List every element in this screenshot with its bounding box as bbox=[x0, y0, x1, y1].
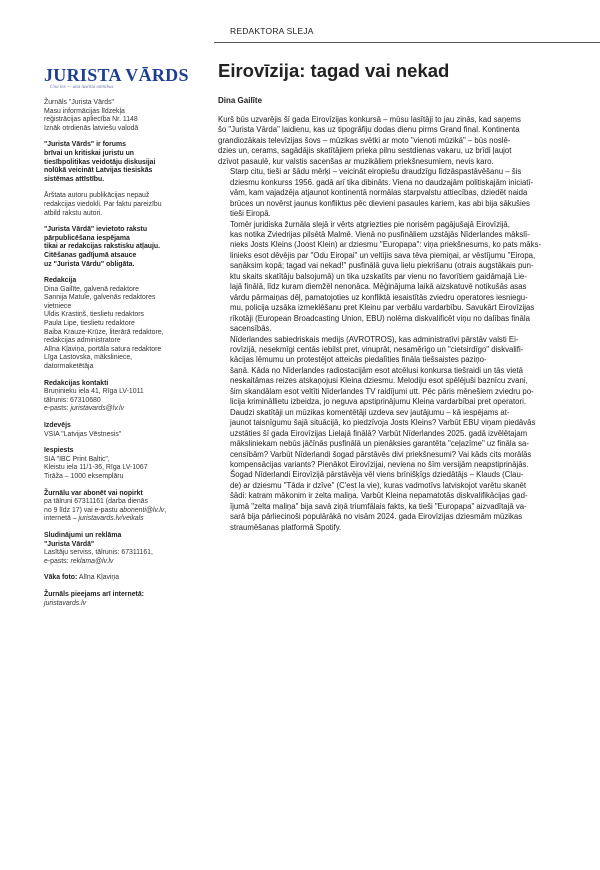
editorial-contacts bbox=[44, 380, 192, 414]
text-line: rīkotāji (European Broadcasting Union, EBU) nolēma diskvalificēt viņu no dalības fināla bbox=[230, 313, 530, 323]
editorial-article bbox=[218, 60, 562, 533]
photo-credit-name: Alīna Kļaviņa bbox=[78, 574, 120, 582]
printer-line: Kleistu iela 11/1-36, Rīga LV-1067 bbox=[44, 464, 148, 472]
mission-line: "Jurista Vārds" ir forums bbox=[44, 141, 126, 149]
website-link[interactable]: juristavards.lv bbox=[44, 599, 87, 607]
online-availability bbox=[44, 591, 192, 608]
text-line: Starp citu, tieši ar šādu mērķi – veicināt eiropiešu draudzīgu līdzāspastāvēšanu – šis bbox=[230, 167, 522, 177]
text-line: lajā finālā, līdz kuram diemžēl nenonāca. Mēģinājuma laikā aizskatuvē notikušās asas bbox=[230, 282, 527, 292]
staff-line: Alīna Kļaviņa, portāla satura redaktore bbox=[44, 345, 162, 353]
registration-line: Masu informācijas līdzekļa bbox=[44, 107, 125, 115]
text-line: uzstāties šī gada Eirovīzijas Lielajā finālā? Varbūt Nīderlandes 2025. gadā izvēlētajam bbox=[230, 428, 528, 438]
text-line: vārdu pārmaiņas dēļ, pamatojoties uz konfliktā iesaistītās zviedru operatores iesniegu- bbox=[230, 292, 528, 302]
registration-info bbox=[44, 99, 192, 133]
staff-line: vietniece bbox=[44, 302, 72, 310]
mission-line: tiesībpolitikas veidotāju diskusijai bbox=[44, 158, 156, 166]
email-label: e-pasts: bbox=[44, 557, 71, 565]
text-line: brūces un novērst jaunus konfliktus pēc dievieni pasaules kariem, kas abi bija sākušies bbox=[230, 198, 530, 208]
section-label: REDAKTORA SLEJA bbox=[230, 26, 314, 36]
editorial-staff bbox=[44, 277, 192, 372]
editorial-heading: Redakcija bbox=[44, 277, 77, 285]
text-line: jaunot taisnīgumu šajā situācijā, ko piedzīvoja Josts Kleins? Varbūt EBU viņam piedāvās bbox=[230, 418, 536, 428]
contact-email-line bbox=[44, 405, 192, 414]
subscription-text: no 9 līdz 17) vai e-pastu bbox=[44, 506, 120, 514]
notice-line: pārpublicēšana iespējama bbox=[44, 234, 130, 242]
text-line: sanāksim kopā; tagad vai nekad!" pusfinālā guva lielu piekrišanu (otrais augstākais pun- bbox=[230, 261, 534, 271]
masthead-sidebar bbox=[44, 66, 192, 608]
text-line: dzies un, cerams, sagādājis skatītājiem prieka pilnu sestdienas vakaru, uz brīdi ļaujot bbox=[218, 146, 512, 156]
subscription-text: , bbox=[164, 506, 167, 514]
registration-line: Iznāk otrdienās latviešu valodā bbox=[44, 124, 139, 132]
text-line: Nīderlandes sabiedriskais medijs (AVROTROS), kas administratīvi pārstāv valsti Ei- bbox=[230, 334, 519, 344]
printer-info bbox=[44, 447, 192, 481]
article-paragraph bbox=[218, 408, 562, 471]
contacts-heading: Redakcijas kontakti bbox=[44, 379, 109, 387]
text-line: tieši Eiropā. bbox=[230, 209, 271, 219]
staff-line: Uldis Krastiņš, tieslietu redaktors bbox=[44, 311, 144, 319]
contact-phone: tālrunis: 67310680 bbox=[44, 396, 101, 404]
article-title: Eirovīzija: tagad vai nekad bbox=[218, 60, 450, 81]
staff-line: Dina Gailīte, galvenā redaktore bbox=[44, 285, 139, 293]
staff-line: Baiba Krauze-Krūze, literārā redaktore, bbox=[44, 328, 164, 336]
subscription-heading: Žurnālu var abonēt vai nopirkt bbox=[44, 489, 143, 497]
staff-line: Paula Lipe, tieslietu redaktore bbox=[44, 320, 135, 328]
text-line: šo "Jurista Vārda" laidienu, kas uz tipogrāfiju dodas dienu pirms Grand final. Kontinenta bbox=[218, 125, 520, 135]
text-line: māksliniekam nebūs jāčīnās pusfinālā un pienāksies garantēta "ceļazīme" uz fināla sa- bbox=[230, 439, 529, 449]
disclaimer-line: redakcijas viedokli. Par faktu pareizību bbox=[44, 200, 162, 208]
article-paragraph bbox=[218, 470, 562, 533]
text-line: Tomēr juridiska žurnāla slejā ir vērts atgriezties pie norisēm pagājušajā Eirovīzijā, bbox=[230, 219, 510, 229]
photo-credit-line bbox=[44, 574, 192, 583]
ads-phone: Lasītāju serviss, tālrunis: 67311161, bbox=[44, 549, 153, 557]
header-rule bbox=[214, 42, 600, 43]
text-line: dziesmu konkurss 1956. gadā arī tika dibināts. Viena no daudzajām politiskajām iniciatī- bbox=[230, 177, 534, 187]
disclaimer-line: atbild rakstu autori. bbox=[44, 209, 103, 217]
publisher-info bbox=[44, 422, 192, 439]
ads-heading: "Jurista Vārdā" bbox=[44, 540, 95, 548]
printer-heading: Iespiests bbox=[44, 447, 74, 455]
text-line: licija krimināllietu izbeidza, jo neguva apstiprinājumu Kleina vardarbībai pret operatori. bbox=[230, 397, 527, 407]
ads-email-link[interactable]: reklama@lv.lv bbox=[70, 557, 114, 565]
subscription-line: pa tālruni 67311161 (darba dienās bbox=[44, 498, 148, 506]
text-line: Šogad Nīderlandi Eirovīzijā pārstāvēja vēl viens brīnišķīgs dziedātājs – Klauds (Clau- bbox=[230, 470, 524, 480]
mission-statement bbox=[44, 141, 192, 184]
text-line: grandiozākais televīzijas šovs – mūzikas svētki ar moto "vienoti mūzikā" – būs noslē- bbox=[218, 135, 511, 145]
text-line: Kurš būs uzvarējis šī gada Eirovīzijas konkursā – mūsu lasītāji to jau zinās, kad saņems bbox=[218, 115, 521, 124]
printer-line: SIA "IBC Print Baltic", bbox=[44, 455, 110, 463]
text-line: šādi: katram mākonim ir zelta maliņa. Varbūt Kleina nepamatotās diskvalifikācijas gad- bbox=[230, 491, 528, 501]
journal-logo bbox=[44, 66, 192, 91]
article-paragraph bbox=[218, 115, 562, 167]
text-line: neskaitāmas reizes atskaņojusi Kleina dziesmu. Melodiju esot spēlējuši baznīcu zvani, bbox=[230, 376, 528, 386]
article-paragraph bbox=[218, 220, 562, 335]
text-line: mu, policija uzsāka izmeklēšanu pret Kleinu par verbālu vardarbību. Savukārt Eirovīzijas bbox=[230, 303, 535, 313]
advertising-info bbox=[44, 532, 192, 566]
staff-line: Līga Lastovska, māksliniece, bbox=[44, 354, 133, 362]
text-line: straumēšanas platformā Spotify. bbox=[230, 522, 342, 532]
contact-address: Bruņinieku iela 41, Rīga LV-1011 bbox=[44, 388, 144, 396]
subscription-text: internetā – bbox=[44, 515, 79, 523]
logo-wordmark: JURISTA VĀRDS bbox=[44, 65, 189, 85]
text-line: kācijas lēmumu un protestējot atteicās piedalīties fināla tiešsaistes paziņo- bbox=[230, 355, 487, 365]
registration-line: reģistrācijas apliecība Nr. 1148 bbox=[44, 116, 138, 124]
text-line: ktu skaits skatītāju balsojumā) un tika uzskatīts par vienu no favorītiem gaidāmajā Lie- bbox=[230, 271, 527, 281]
text-line: vām, kam vajadzēja atjaunot kontinentā normālas starpvalstu attiecības, dziedēt naida bbox=[230, 188, 528, 198]
cover-photo-credit bbox=[44, 574, 192, 583]
text-line: dzīvot pasaulē, kur valstis sacenšas ar muzikāliem priekšnesumiem, nevis karo. bbox=[218, 156, 494, 166]
article-paragraph bbox=[218, 167, 562, 219]
subscription-info bbox=[44, 490, 192, 524]
disclaimer-line: Ārštata autoru publikācijas nepauž bbox=[44, 192, 150, 200]
article-body bbox=[218, 115, 562, 533]
notice-line: uz "Jurista Vārdu" obligāta. bbox=[44, 260, 135, 268]
notice-line: tikai ar redakcijas rakstisku atļauju. bbox=[44, 243, 161, 251]
text-line: kas notika Zviedrijas pilsētā Malmē. Vienā no pusfināliem uzstājās Nīderlandes mākslī- bbox=[230, 229, 530, 239]
mission-line: brīvai un kritiskai juristu un bbox=[44, 149, 134, 157]
text-line: sacensībās. bbox=[230, 324, 272, 334]
publisher-name: VSIA "Latvijas Vēstnesis" bbox=[44, 430, 122, 438]
logo-tagline: Una lex — una iustitia omnibus bbox=[50, 85, 114, 90]
text-line: rovīzijā, nesekmīgi centās iebilst pret, vinuprāt, nesamērīgo un "cietsirdīgo" diskvalifi- bbox=[230, 344, 524, 354]
text-line: nieks Josts Kleins (Joost Klein) ar dziesmu "Europapa": viņa priekšnesums, ko pats māks- bbox=[230, 240, 542, 250]
subscription-line bbox=[44, 515, 192, 524]
staff-line: redakcijas administratore bbox=[44, 337, 121, 345]
text-line: sarā bija pārliecinoši populārākā no visām 2024. gada Eirovīzijas dziesmām mūzikas bbox=[230, 512, 523, 522]
text-line: ījumā "zelta maliņa" bija savā ziņā triumfālais fakts, ka tieši "Europapa" aizvadītajā va- bbox=[230, 501, 527, 511]
ads-heading: Sludinājumi un reklāma bbox=[44, 531, 122, 539]
staff-line: datormaketētāja bbox=[44, 363, 94, 371]
article-paragraph bbox=[218, 335, 562, 408]
text-line: Daudzi skatītāji un mūzikas komentētāji uzdeva sev jautājumu – kā iespējams at- bbox=[230, 407, 510, 417]
text-line: linieks esot dēvējis par "Odu Eiropai" un veltījis sava tēva piemiņai, ar vēstījumu "Eiropa, bbox=[230, 250, 536, 260]
email-label: e-pasts: bbox=[44, 405, 71, 413]
contact-email-link[interactable]: juristavards@lv.lv bbox=[70, 405, 125, 413]
mission-line: nolūkā veicināt Latvijas tiesiskās bbox=[44, 167, 153, 175]
mission-line: sistēmas attīstību. bbox=[44, 175, 105, 183]
photo-credit-label: Vāka foto: bbox=[44, 574, 78, 582]
republication-notice bbox=[44, 226, 192, 269]
staff-line: Sannija Matule, galvenās redaktores bbox=[44, 294, 156, 302]
subscription-email-link[interactable]: abonenti@lv.lv bbox=[119, 506, 165, 514]
ads-email-line bbox=[44, 558, 192, 567]
authors-disclaimer bbox=[44, 192, 192, 218]
article-author: Dina Gailīte bbox=[218, 96, 263, 105]
text-line: šanā. Kāda no Nīderlandes radiostacijām esot atcēlusi konkursa tiešraidi un tās vietā bbox=[230, 365, 523, 375]
printer-line: Tirāža – 1000 eksemplāru bbox=[44, 472, 124, 480]
text-line: šim skandālam esot veltīti Nīderlandes TV raidījumi utt. Pēc pāris mēnešiem zviedru po- bbox=[230, 386, 534, 396]
text-line: kompensācijas variants? Pienākot Eirovīzijai, neviena no šīm versijām neapstiprinājās. bbox=[230, 459, 529, 469]
online-heading: Žurnāls pieejams arī internetā: bbox=[44, 590, 144, 598]
subscription-line bbox=[44, 507, 192, 516]
publisher-heading: Izdevējs bbox=[44, 422, 71, 429]
notice-line: Citēšanas gadījumā atsauce bbox=[44, 251, 137, 259]
registration-line: Žurnāls "Jurista Vārds" bbox=[44, 99, 114, 106]
notice-line: "Jurista Vārdā" ievietoto rakstu bbox=[44, 226, 148, 234]
text-line: censībām? Varbūt Nīderlandi šogad pārstāvēs divi priekšnesumi? Vai kāds cits morālās bbox=[230, 449, 532, 459]
shop-url-link[interactable]: juristavards.lv/veikals bbox=[78, 515, 144, 523]
text-line: de) ar dziesmu "Tāda ir dzīve" (C'est la vie), kuras vadmotīvs latviskojot varētu skanēt bbox=[230, 480, 527, 490]
